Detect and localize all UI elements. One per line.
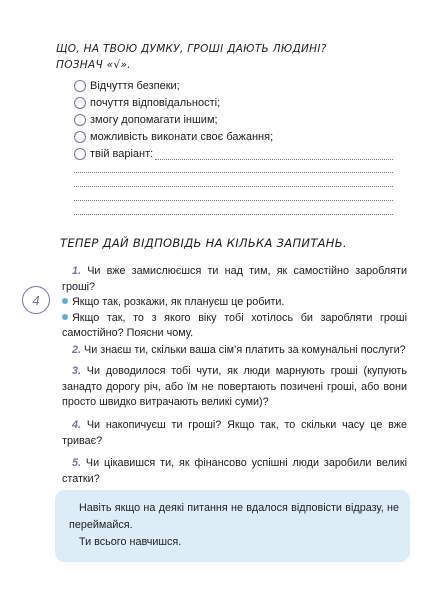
answer-line[interactable] <box>155 159 393 160</box>
bullet-item <box>62 311 407 342</box>
page-number-badge: 4 <box>22 286 50 314</box>
question-text: Чи накопичуєш ти гроші? Якщо так, то скільки часу це вже триває? <box>62 419 408 447</box>
bullet-dot-icon <box>62 314 68 320</box>
option-responsibility[interactable] <box>74 96 220 110</box>
question-text: Чи цікавишся ти, як фінансово успішні люди заробили великі статки? <box>62 457 407 485</box>
question-1-line-1: ЩО, НА ТВОЮ ДУМКУ, ГРОШІ ДАЮТЬ ЛЮДИНІ? <box>56 43 327 55</box>
answer-line[interactable] <box>74 172 393 173</box>
question-item-4 <box>62 418 407 449</box>
checkbox-circle-icon[interactable] <box>74 114 86 126</box>
question-item-3 <box>62 364 407 411</box>
question-number: 1. <box>72 265 82 277</box>
option-label: Відчуття безпеки; <box>90 80 180 92</box>
question-1-line-2: ПОЗНАЧ «√». <box>56 59 131 71</box>
question-number: 4. <box>72 419 82 431</box>
bullet-dot-icon <box>62 298 68 304</box>
question-text: Чи знаєш ти, скільки ваша сім’я платить за комунальні послуги? <box>84 344 406 356</box>
option-fulfill-wish[interactable] <box>74 130 273 144</box>
option-label: почуття відповідальності; <box>90 97 221 109</box>
question-text: Чи доводилося тобі чути, як люди марнують гроші (купують занадто дорогу річ, або їм не повертають позичені гроші, або вони просто швидко витрачають великі суми)? <box>62 365 407 408</box>
question-1-title <box>56 41 416 73</box>
note-line-2: Ти всього навчишся. <box>79 536 182 548</box>
question-item-2 <box>62 343 407 359</box>
question-item-1 <box>62 264 407 342</box>
note-line-1: Навіть якщо на деякі питання не вдалося відповісти відразу, не переймайся. <box>69 502 399 531</box>
checkbox-circle-icon[interactable] <box>74 97 86 109</box>
bullet-text: Якщо так, то з якого віку тобі хотілось би заробляти гроші самостійно? Поясни чому. <box>62 311 407 339</box>
note-text <box>69 500 399 551</box>
bullet-item <box>62 295 407 311</box>
question-number: 5. <box>72 457 82 469</box>
checkbox-circle-icon[interactable] <box>74 131 86 143</box>
question-number: 3. <box>72 365 82 377</box>
bullet-text: Якщо так, розкажи, як плануєш це робити. <box>72 296 285 308</box>
question-text: Чи вже замислюєшся ти над тим, як самостійно заробляти гроші? <box>62 265 408 293</box>
section-heading: ТЕПЕР ДАЙ ВІДПОВІДЬ НА КІЛЬКА ЗАПИТАНЬ. <box>60 236 347 250</box>
answer-line[interactable] <box>74 186 393 187</box>
option-safety[interactable] <box>74 79 180 93</box>
checkbox-circle-icon[interactable] <box>74 80 86 92</box>
option-label: твій варіант: <box>90 148 154 160</box>
option-label: можливість виконати своє бажання; <box>90 131 274 143</box>
question-number: 2. <box>72 344 82 356</box>
answer-line[interactable] <box>74 200 393 201</box>
question-item-5 <box>62 456 407 487</box>
option-own-variant[interactable] <box>74 147 153 161</box>
option-help-others[interactable] <box>74 113 218 127</box>
encouragement-note <box>55 490 410 562</box>
checkbox-circle-icon[interactable] <box>74 148 86 160</box>
option-label: змогу допомагати іншим; <box>90 114 218 126</box>
answer-line[interactable] <box>74 214 393 215</box>
